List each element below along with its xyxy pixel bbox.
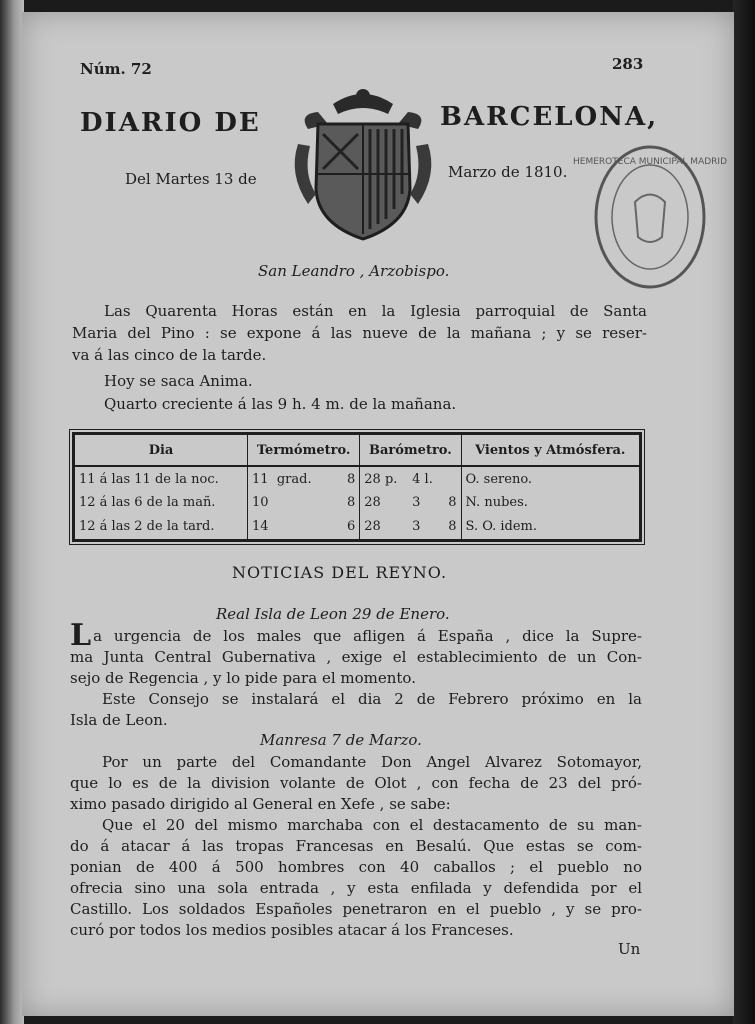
- cell-bar3: 8: [442, 515, 462, 541]
- article-line: que lo es de la division volante de Olot , con fecha de 23 del pró-: [70, 774, 642, 792]
- grad-value: 10: [252, 495, 269, 511]
- article-line: Que el 20 del mismo marchaba con el destacamento de su man-: [102, 816, 642, 834]
- article-line: Isla de Leon.: [70, 711, 168, 729]
- date-right: Marzo de 1810.: [448, 163, 568, 181]
- col-dia: Dia: [74, 434, 248, 467]
- article-line: Castillo. Los soldados Españoles penetraron en el pueblo , y se pro-: [70, 900, 642, 918]
- article-line: sejo de Regencia , y lo pide para el momento.: [70, 669, 416, 687]
- catchword: Un: [618, 940, 641, 958]
- masthead-left: DIARIO DE: [80, 108, 261, 138]
- coat-of-arms-icon: [288, 84, 438, 244]
- cell-dia: 11 á las 11 de la noc.: [74, 466, 248, 491]
- cell-grad: [248, 491, 338, 515]
- cell-bar1: 28: [364, 519, 381, 535]
- col-barometro: Barómetro.: [360, 434, 461, 467]
- table-row: [74, 515, 641, 541]
- cell-deg: 8: [338, 466, 360, 491]
- cell-bar2: 3: [412, 495, 421, 511]
- cell-bar2: 3: [412, 519, 421, 535]
- cell-bar3: 8: [442, 491, 462, 515]
- cell-bar3: [442, 466, 462, 491]
- grad-unit: grad.: [276, 471, 312, 487]
- article-dateline: Real Isla de Leon 29 de Enero.: [216, 605, 450, 623]
- cell-grad: [248, 466, 338, 491]
- cell-bar2: 4 l.: [412, 471, 433, 487]
- notice-anima: Hoy se saca Anima.: [104, 372, 253, 390]
- article-line: ofrecia sino una sola entrada , y esta enfilada y defendida por el: [70, 879, 642, 897]
- cell-grad: [248, 515, 338, 541]
- page-edge: [733, 0, 755, 1024]
- notice-moon: Quarto creciente á las 9 h. 4 m. de la mañana.: [104, 395, 457, 413]
- article-line: ma Junta Central Gubernativa , exige el establecimiento de un Con-: [70, 648, 642, 666]
- notice-line: va á las cinco de la tarde.: [72, 346, 267, 364]
- masthead-right: BARCELONA,: [440, 102, 659, 132]
- notice-paragraph: [72, 300, 647, 366]
- grad-value: 14: [252, 519, 269, 535]
- cell-deg: 6: [338, 515, 360, 541]
- cell-dia: 12 á las 2 de la tard.: [74, 515, 248, 541]
- article-paragraph: [70, 815, 642, 941]
- grad-value: 11: [252, 471, 269, 487]
- cell-dia: 12 á las 6 de la mañ.: [74, 491, 248, 515]
- article-line: ponian de 400 á 500 hombres con 40 caballos ; el pueblo no: [70, 858, 642, 876]
- article-line: curó por todos los medios posibles atacar á los Franceses.: [70, 921, 514, 939]
- article-line: Por un parte del Comandante Don Angel Alvarez Sotomayor,: [102, 753, 642, 771]
- col-termometro: Termómetro.: [248, 434, 360, 467]
- table-row: [74, 466, 641, 491]
- issue-number: Núm. 72: [80, 60, 152, 78]
- library-stamp-icon: [573, 142, 727, 292]
- article-line: a urgencia de los males que afligen á España , dice la Supre-: [93, 627, 642, 645]
- weather-table: [72, 432, 642, 542]
- cell-bar1: 28: [364, 495, 381, 511]
- table-row: [74, 491, 641, 515]
- page-number: 283: [612, 55, 644, 73]
- notice-line: Las Quarenta Horas están en la Iglesia parroquial de Santa: [104, 302, 647, 320]
- cell-deg: 8: [338, 491, 360, 515]
- book-gutter: [0, 0, 24, 1024]
- stamp-text: HEMEROTECA MUNICIPAL MADRID: [573, 157, 727, 167]
- article-line: ximo pasado dirigido al General en Xefe , se sabe:: [70, 795, 451, 813]
- article-paragraph: [70, 618, 642, 689]
- drop-cap: L: [70, 618, 92, 653]
- article-paragraph: [70, 689, 642, 731]
- date-left: Del Martes 13 de: [125, 170, 257, 188]
- cell-bar1: 28 p.: [364, 471, 398, 487]
- cell-wind: O. sereno.: [465, 471, 533, 487]
- notice-line: Maria del Pino : se expone á las nueve de la mañana ; y se reser-: [72, 324, 647, 342]
- section-heading: NOTICIAS DEL REYNO.: [232, 563, 448, 582]
- article-paragraph: [70, 752, 642, 815]
- article-dateline: Manresa 7 de Marzo.: [260, 731, 422, 749]
- saint-of-day: San Leandro , Arzobispo.: [258, 262, 450, 280]
- article-line: Este Consejo se instalará el dia 2 de Febrero próximo en la: [102, 690, 642, 708]
- col-vientos: Vientos y Atmósfera.: [461, 434, 640, 467]
- article-line: do á atacar á las tropas Francesas en Besalú. Que estas se com-: [70, 837, 642, 855]
- cell-wind: N. nubes.: [465, 495, 528, 511]
- cell-wind: S. O. idem.: [465, 519, 538, 535]
